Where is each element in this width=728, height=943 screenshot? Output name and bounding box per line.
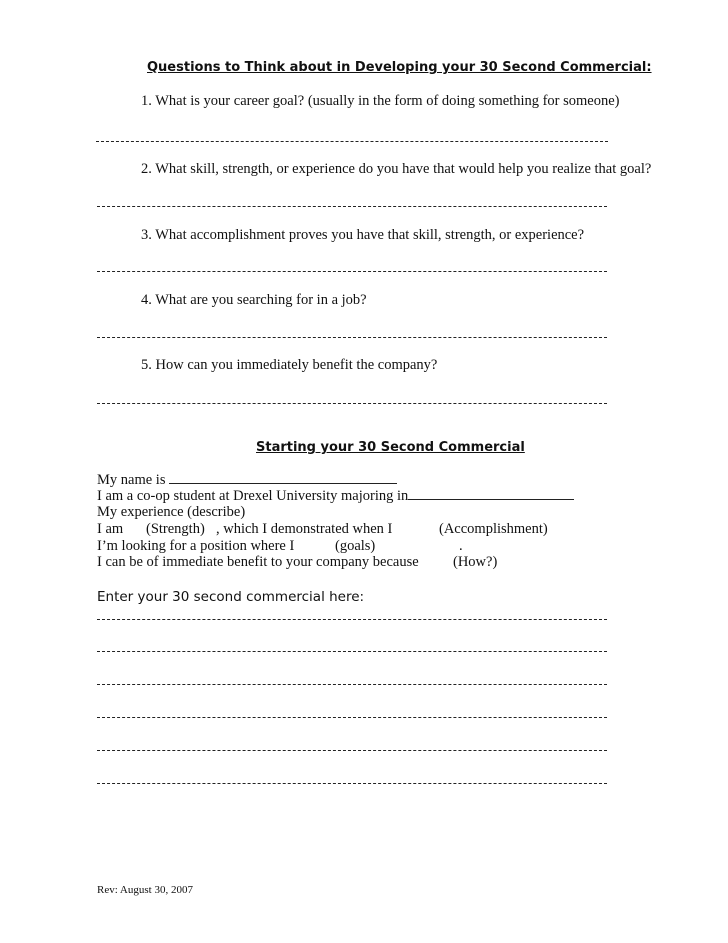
answer-line-4[interactable] [97, 337, 607, 338]
strength-label-c: , which I demonstrated when I [216, 521, 393, 537]
answer-line-1[interactable] [96, 141, 608, 142]
commercial-line-3[interactable] [97, 684, 607, 685]
commercial-line-2[interactable] [97, 651, 607, 652]
commercial-line-4[interactable] [97, 717, 607, 718]
strength-label-a: I am [97, 521, 124, 537]
strength-placeholder: (Strength) [146, 521, 205, 537]
commercial-heading: Starting your 30 Second Commercial [256, 440, 525, 455]
experience-line: My experience (describe) [97, 504, 246, 520]
name-label: My name is [97, 472, 170, 488]
commercial-line-6[interactable] [97, 783, 607, 784]
question-3: 3. What accomplishment proves you have that skill, strength, or experience? [141, 227, 585, 243]
major-line [97, 487, 574, 505]
commercial-prompt: Enter your 30 second commercial here: [97, 589, 365, 605]
answer-line-2[interactable] [97, 206, 607, 207]
commercial-line-5[interactable] [97, 750, 607, 751]
how-placeholder: (How?) [453, 554, 498, 570]
goals-placeholder: (goals) [335, 538, 376, 554]
major-blank[interactable] [408, 487, 574, 500]
benefit-label: I can be of immediate benefit to your company because [97, 554, 419, 570]
accomplishment-placeholder: (Accomplishment) [439, 521, 548, 537]
name-blank[interactable] [169, 471, 397, 484]
question-1: 1. What is your career goal? (usually in the form of doing something for someone) [141, 93, 620, 109]
revision-footer: Rev: August 30, 2007 [97, 884, 193, 896]
goals-label-a: I’m looking for a position where I [97, 538, 295, 554]
question-4: 4. What are you searching for in a job? [141, 292, 367, 308]
question-5: 5. How can you immediately benefit the company? [141, 357, 438, 373]
answer-line-5[interactable] [97, 403, 607, 404]
question-2: 2. What skill, strength, or experience do you have that would help you realize that goal? [141, 161, 652, 177]
major-label: I am a co-op student at Drexel University majoring in [97, 488, 409, 504]
answer-line-3[interactable] [97, 271, 607, 272]
questions-heading: Questions to Think about in Developing your 30 Second Commercial: [147, 60, 652, 75]
goals-period: . [459, 538, 463, 554]
commercial-line-1[interactable] [97, 619, 607, 620]
